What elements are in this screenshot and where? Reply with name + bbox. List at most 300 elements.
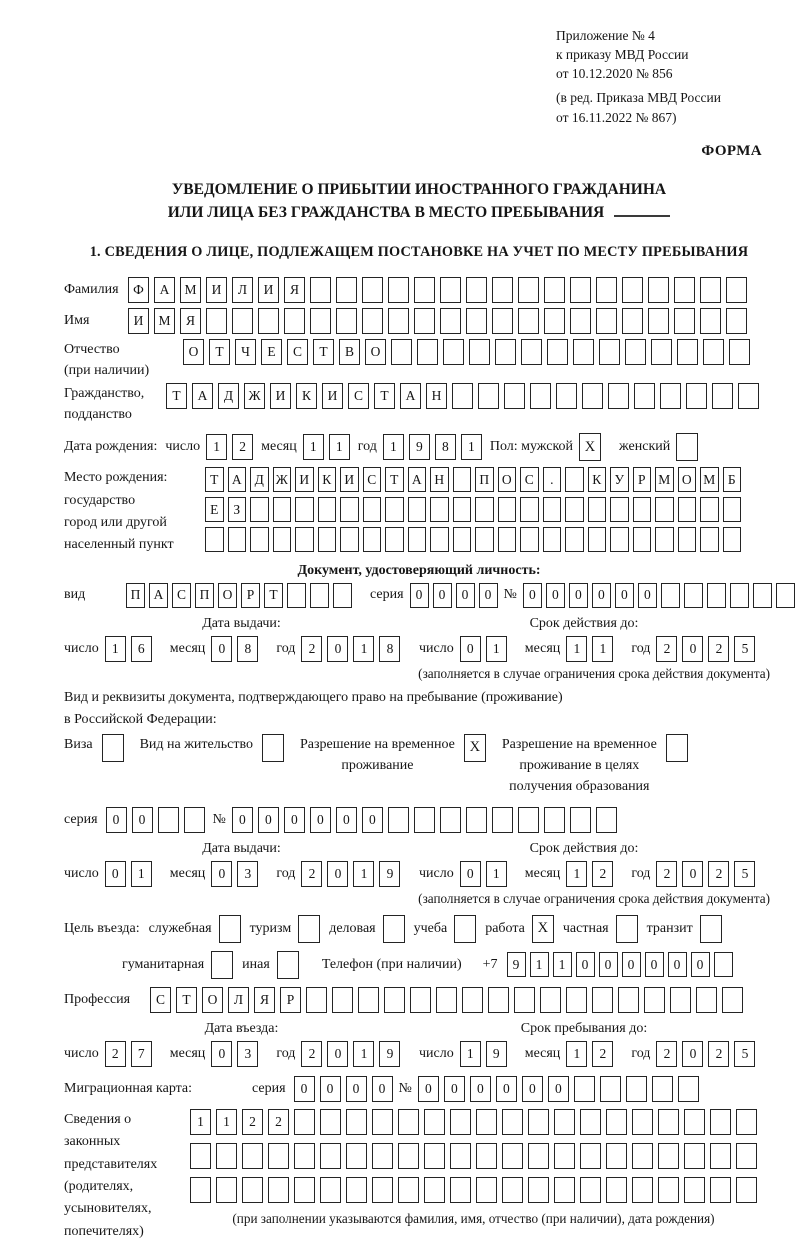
char-cell[interactable]: 1 <box>131 861 152 887</box>
char-cell[interactable] <box>700 915 722 943</box>
char-cell[interactable]: А <box>408 467 427 492</box>
char-cell[interactable] <box>670 987 691 1013</box>
char-cell[interactable]: С <box>363 467 382 492</box>
char-cell[interactable]: Т <box>313 339 334 365</box>
char-cell[interactable] <box>677 339 698 365</box>
char-cell[interactable] <box>776 583 795 608</box>
char-cell[interactable]: М <box>180 277 201 303</box>
char-cell[interactable] <box>440 277 461 303</box>
char-cell[interactable]: Д <box>250 467 269 492</box>
char-cell[interactable] <box>700 308 721 334</box>
char-cell[interactable] <box>190 1143 211 1169</box>
char-cell[interactable]: К <box>318 467 337 492</box>
char-cell[interactable] <box>684 1143 705 1169</box>
char-cell[interactable]: 8 <box>237 636 258 662</box>
char-cell[interactable] <box>414 277 435 303</box>
char-cell[interactable] <box>658 1143 679 1169</box>
char-cell[interactable]: 9 <box>409 434 430 460</box>
char-cell[interactable] <box>544 308 565 334</box>
char-cell[interactable]: 2 <box>656 1041 677 1067</box>
char-cell[interactable] <box>651 339 672 365</box>
char-cell[interactable] <box>424 1177 445 1203</box>
char-cell[interactable] <box>498 527 517 552</box>
char-cell[interactable]: 1 <box>206 434 227 460</box>
char-cell[interactable] <box>554 1143 575 1169</box>
char-cell[interactable] <box>502 1143 523 1169</box>
char-cell[interactable] <box>295 527 314 552</box>
char-cell[interactable]: 8 <box>379 636 400 662</box>
char-cell[interactable]: 7 <box>131 1041 152 1067</box>
char-cell[interactable] <box>606 1143 627 1169</box>
char-cell[interactable]: А <box>192 383 213 409</box>
char-cell[interactable]: 0 <box>615 583 634 608</box>
char-cell[interactable]: С <box>348 383 369 409</box>
char-cell[interactable]: Р <box>280 987 301 1013</box>
char-cell[interactable] <box>211 951 233 979</box>
char-cell[interactable]: М <box>655 467 674 492</box>
char-cell[interactable] <box>753 583 772 608</box>
char-cell[interactable]: 2 <box>301 636 322 662</box>
char-cell[interactable]: 6 <box>131 636 152 662</box>
char-cell[interactable]: 0 <box>548 1076 569 1102</box>
char-cell[interactable]: И <box>270 383 291 409</box>
char-cell[interactable]: 2 <box>592 861 613 887</box>
char-cell[interactable] <box>273 527 292 552</box>
char-cell[interactable] <box>453 497 472 522</box>
char-cell[interactable] <box>520 527 539 552</box>
char-cell[interactable] <box>674 277 695 303</box>
char-cell[interactable]: 5 <box>734 636 755 662</box>
char-cell[interactable] <box>633 527 652 552</box>
char-cell[interactable]: Т <box>264 583 283 608</box>
char-cell[interactable] <box>158 807 179 833</box>
char-cell[interactable] <box>616 915 638 943</box>
char-cell[interactable]: М <box>700 467 719 492</box>
char-cell[interactable] <box>520 497 539 522</box>
char-cell[interactable]: 1 <box>486 636 507 662</box>
char-cell[interactable] <box>580 1109 601 1135</box>
char-cell[interactable] <box>488 987 509 1013</box>
char-cell[interactable]: 0 <box>668 952 687 977</box>
char-cell[interactable] <box>336 308 357 334</box>
char-cell[interactable]: 0 <box>645 952 664 977</box>
char-cell[interactable]: К <box>296 383 317 409</box>
char-cell[interactable] <box>363 497 382 522</box>
char-cell[interactable] <box>502 1109 523 1135</box>
char-cell[interactable] <box>466 807 487 833</box>
char-cell[interactable] <box>502 1177 523 1203</box>
char-cell[interactable] <box>475 497 494 522</box>
char-cell[interactable] <box>318 497 337 522</box>
char-cell[interactable] <box>554 1109 575 1135</box>
char-cell[interactable] <box>383 915 405 943</box>
char-cell[interactable] <box>391 339 412 365</box>
char-cell[interactable]: Н <box>426 383 447 409</box>
char-cell[interactable] <box>388 308 409 334</box>
char-cell[interactable] <box>362 277 383 303</box>
char-cell[interactable]: 1 <box>383 434 404 460</box>
char-cell[interactable]: О <box>218 583 237 608</box>
char-cell[interactable] <box>310 277 331 303</box>
char-cell[interactable]: 1 <box>105 636 126 662</box>
char-cell[interactable] <box>676 433 698 461</box>
char-cell[interactable]: 0 <box>232 807 253 833</box>
char-cell[interactable]: И <box>322 383 343 409</box>
char-cell[interactable] <box>414 308 435 334</box>
char-cell[interactable] <box>596 807 617 833</box>
char-cell[interactable]: 2 <box>301 861 322 887</box>
char-cell[interactable]: 1 <box>553 952 572 977</box>
char-cell[interactable]: 0 <box>691 952 710 977</box>
char-cell[interactable]: И <box>340 467 359 492</box>
char-cell[interactable] <box>544 807 565 833</box>
char-cell[interactable]: К <box>588 467 607 492</box>
char-cell[interactable] <box>658 1177 679 1203</box>
char-cell[interactable] <box>306 987 327 1013</box>
char-cell[interactable] <box>320 1109 341 1135</box>
char-cell[interactable] <box>320 1177 341 1203</box>
char-cell[interactable]: Т <box>176 987 197 1013</box>
char-cell[interactable]: 0 <box>327 861 348 887</box>
char-cell[interactable]: С <box>520 467 539 492</box>
char-cell[interactable]: Е <box>205 497 224 522</box>
char-cell[interactable] <box>295 497 314 522</box>
char-cell[interactable] <box>606 1109 627 1135</box>
char-cell[interactable]: С <box>172 583 191 608</box>
char-cell[interactable] <box>622 308 643 334</box>
char-cell[interactable]: Р <box>633 467 652 492</box>
char-cell[interactable] <box>478 383 499 409</box>
char-cell[interactable] <box>518 807 539 833</box>
char-cell[interactable] <box>588 497 607 522</box>
char-cell[interactable] <box>333 583 352 608</box>
char-cell[interactable]: О <box>678 467 697 492</box>
char-cell[interactable] <box>678 527 697 552</box>
char-cell[interactable] <box>582 383 603 409</box>
char-cell[interactable] <box>414 807 435 833</box>
char-cell[interactable]: 1 <box>592 636 613 662</box>
char-cell[interactable] <box>660 383 681 409</box>
char-cell[interactable]: 0 <box>327 1041 348 1067</box>
char-cell[interactable] <box>736 1143 757 1169</box>
char-cell[interactable] <box>556 383 577 409</box>
char-cell[interactable] <box>440 807 461 833</box>
char-cell[interactable] <box>469 339 490 365</box>
char-cell[interactable] <box>242 1177 263 1203</box>
char-cell[interactable] <box>726 308 747 334</box>
char-cell[interactable] <box>436 987 457 1013</box>
char-cell[interactable] <box>580 1143 601 1169</box>
char-cell[interactable] <box>648 277 669 303</box>
char-cell[interactable] <box>632 1143 653 1169</box>
char-cell[interactable] <box>294 1109 315 1135</box>
char-cell[interactable]: 0 <box>258 807 279 833</box>
char-cell[interactable] <box>495 339 516 365</box>
char-cell[interactable]: 0 <box>211 1041 232 1067</box>
char-cell[interactable] <box>453 467 472 492</box>
char-cell[interactable] <box>518 277 539 303</box>
char-cell[interactable]: Я <box>254 987 275 1013</box>
char-cell[interactable] <box>340 497 359 522</box>
char-cell[interactable]: 2 <box>268 1109 289 1135</box>
char-cell[interactable] <box>466 308 487 334</box>
char-cell[interactable] <box>372 1109 393 1135</box>
char-cell[interactable] <box>514 987 535 1013</box>
char-cell[interactable]: О <box>202 987 223 1013</box>
char-cell[interactable]: 1 <box>303 434 324 460</box>
char-cell[interactable] <box>298 915 320 943</box>
char-cell[interactable]: 1 <box>566 861 587 887</box>
char-cell[interactable]: X <box>579 433 601 461</box>
char-cell[interactable] <box>424 1109 445 1135</box>
char-cell[interactable] <box>462 987 483 1013</box>
char-cell[interactable]: Ж <box>273 467 292 492</box>
char-cell[interactable]: 2 <box>708 636 729 662</box>
char-cell[interactable]: О <box>365 339 386 365</box>
char-cell[interactable] <box>362 308 383 334</box>
char-cell[interactable] <box>430 527 449 552</box>
char-cell[interactable]: 1 <box>461 434 482 460</box>
char-cell[interactable]: 1 <box>566 636 587 662</box>
char-cell[interactable] <box>547 339 568 365</box>
char-cell[interactable] <box>543 527 562 552</box>
char-cell[interactable]: Н <box>430 467 449 492</box>
char-cell[interactable]: Т <box>205 467 224 492</box>
char-cell[interactable] <box>678 1076 699 1102</box>
char-cell[interactable] <box>696 987 717 1013</box>
char-cell[interactable]: М <box>154 308 175 334</box>
char-cell[interactable] <box>570 807 591 833</box>
char-cell[interactable]: З <box>228 497 247 522</box>
char-cell[interactable] <box>398 1109 419 1135</box>
char-cell[interactable] <box>268 1177 289 1203</box>
char-cell[interactable]: Т <box>166 383 187 409</box>
char-cell[interactable] <box>492 807 513 833</box>
char-cell[interactable] <box>648 308 669 334</box>
char-cell[interactable]: 0 <box>433 583 452 608</box>
char-cell[interactable] <box>599 339 620 365</box>
char-cell[interactable] <box>250 527 269 552</box>
char-cell[interactable]: С <box>287 339 308 365</box>
char-cell[interactable] <box>710 1143 731 1169</box>
char-cell[interactable]: И <box>206 277 227 303</box>
char-cell[interactable]: Р <box>241 583 260 608</box>
char-cell[interactable] <box>190 1177 211 1203</box>
char-cell[interactable]: 2 <box>656 861 677 887</box>
char-cell[interactable] <box>565 527 584 552</box>
char-cell[interactable]: 9 <box>379 1041 400 1067</box>
char-cell[interactable] <box>450 1143 471 1169</box>
char-cell[interactable] <box>596 308 617 334</box>
char-cell[interactable] <box>498 497 517 522</box>
char-cell[interactable] <box>618 987 639 1013</box>
char-cell[interactable] <box>346 1143 367 1169</box>
char-cell[interactable] <box>452 383 473 409</box>
char-cell[interactable] <box>388 277 409 303</box>
char-cell[interactable] <box>450 1177 471 1203</box>
char-cell[interactable] <box>600 1076 621 1102</box>
char-cell[interactable] <box>318 527 337 552</box>
char-cell[interactable] <box>610 527 629 552</box>
char-cell[interactable] <box>565 467 584 492</box>
char-cell[interactable] <box>686 383 707 409</box>
char-cell[interactable] <box>398 1177 419 1203</box>
char-cell[interactable]: X <box>464 734 486 762</box>
char-cell[interactable]: 2 <box>232 434 253 460</box>
char-cell[interactable] <box>723 527 742 552</box>
char-cell[interactable]: 0 <box>460 636 481 662</box>
char-cell[interactable]: А <box>154 277 175 303</box>
char-cell[interactable]: 0 <box>294 1076 315 1102</box>
char-cell[interactable] <box>277 951 299 979</box>
char-cell[interactable]: 1 <box>216 1109 237 1135</box>
char-cell[interactable] <box>580 1177 601 1203</box>
char-cell[interactable] <box>336 277 357 303</box>
char-cell[interactable] <box>658 1109 679 1135</box>
char-cell[interactable]: 0 <box>372 1076 393 1102</box>
char-cell[interactable] <box>570 308 591 334</box>
char-cell[interactable]: 0 <box>410 583 429 608</box>
char-cell[interactable] <box>184 807 205 833</box>
char-cell[interactable] <box>294 1143 315 1169</box>
char-cell[interactable]: 9 <box>379 861 400 887</box>
char-cell[interactable]: Д <box>218 383 239 409</box>
char-cell[interactable] <box>528 1177 549 1203</box>
char-cell[interactable] <box>554 1177 575 1203</box>
char-cell[interactable]: А <box>149 583 168 608</box>
char-cell[interactable] <box>310 308 331 334</box>
char-cell[interactable] <box>475 527 494 552</box>
char-cell[interactable] <box>644 987 665 1013</box>
char-cell[interactable] <box>703 339 724 365</box>
char-cell[interactable] <box>388 807 409 833</box>
char-cell[interactable]: 1 <box>486 861 507 887</box>
char-cell[interactable] <box>574 1076 595 1102</box>
char-cell[interactable]: 0 <box>105 861 126 887</box>
char-cell[interactable] <box>273 497 292 522</box>
char-cell[interactable] <box>655 497 674 522</box>
char-cell[interactable] <box>634 383 655 409</box>
char-cell[interactable] <box>443 339 464 365</box>
char-cell[interactable]: 0 <box>106 807 127 833</box>
char-cell[interactable]: 1 <box>460 1041 481 1067</box>
char-cell[interactable] <box>454 915 476 943</box>
char-cell[interactable] <box>504 383 525 409</box>
char-cell[interactable] <box>528 1143 549 1169</box>
char-cell[interactable]: 5 <box>734 861 755 887</box>
char-cell[interactable] <box>655 527 674 552</box>
char-cell[interactable] <box>410 987 431 1013</box>
char-cell[interactable] <box>678 497 697 522</box>
char-cell[interactable] <box>661 583 680 608</box>
char-cell[interactable] <box>205 527 224 552</box>
char-cell[interactable] <box>633 497 652 522</box>
char-cell[interactable]: Л <box>232 277 253 303</box>
char-cell[interactable]: 0 <box>496 1076 517 1102</box>
char-cell[interactable]: 0 <box>576 952 595 977</box>
char-cell[interactable] <box>258 308 279 334</box>
char-cell[interactable] <box>700 527 719 552</box>
char-cell[interactable]: Я <box>284 277 305 303</box>
char-cell[interactable] <box>216 1177 237 1203</box>
char-cell[interactable] <box>700 277 721 303</box>
char-cell[interactable] <box>626 1076 647 1102</box>
char-cell[interactable] <box>476 1143 497 1169</box>
char-cell[interactable]: 2 <box>592 1041 613 1067</box>
char-cell[interactable]: 0 <box>592 583 611 608</box>
char-cell[interactable]: 0 <box>682 636 703 662</box>
char-cell[interactable]: 0 <box>622 952 641 977</box>
char-cell[interactable] <box>346 1109 367 1135</box>
char-cell[interactable]: X <box>532 915 554 943</box>
char-cell[interactable]: О <box>183 339 204 365</box>
char-cell[interactable] <box>736 1177 757 1203</box>
char-cell[interactable] <box>492 277 513 303</box>
char-cell[interactable] <box>736 1109 757 1135</box>
char-cell[interactable] <box>712 383 733 409</box>
char-cell[interactable]: 3 <box>237 1041 258 1067</box>
char-cell[interactable]: 1 <box>353 1041 374 1067</box>
char-cell[interactable]: Т <box>374 383 395 409</box>
char-cell[interactable] <box>606 1177 627 1203</box>
char-cell[interactable] <box>294 1177 315 1203</box>
char-cell[interactable] <box>417 339 438 365</box>
char-cell[interactable] <box>573 339 594 365</box>
char-cell[interactable] <box>710 1177 731 1203</box>
char-cell[interactable] <box>466 277 487 303</box>
char-cell[interactable] <box>684 1177 705 1203</box>
char-cell[interactable] <box>440 308 461 334</box>
char-cell[interactable]: 0 <box>638 583 657 608</box>
char-cell[interactable]: И <box>258 277 279 303</box>
char-cell[interactable]: 0 <box>460 861 481 887</box>
char-cell[interactable]: 1 <box>353 861 374 887</box>
char-cell[interactable] <box>372 1143 393 1169</box>
char-cell[interactable]: 0 <box>211 861 232 887</box>
char-cell[interactable]: И <box>128 308 149 334</box>
char-cell[interactable] <box>242 1143 263 1169</box>
char-cell[interactable] <box>521 339 542 365</box>
char-cell[interactable]: 2 <box>301 1041 322 1067</box>
char-cell[interactable]: 0 <box>523 583 542 608</box>
char-cell[interactable]: 0 <box>682 1041 703 1067</box>
char-cell[interactable] <box>528 1109 549 1135</box>
char-cell[interactable] <box>622 277 643 303</box>
char-cell[interactable] <box>310 583 329 608</box>
char-cell[interactable] <box>206 308 227 334</box>
char-cell[interactable] <box>385 527 404 552</box>
char-cell[interactable] <box>666 734 688 762</box>
char-cell[interactable] <box>729 339 750 365</box>
char-cell[interactable] <box>540 987 561 1013</box>
char-cell[interactable] <box>346 1177 367 1203</box>
char-cell[interactable]: Ф <box>128 277 149 303</box>
char-cell[interactable]: 8 <box>435 434 456 460</box>
char-cell[interactable] <box>608 383 629 409</box>
char-cell[interactable] <box>707 583 726 608</box>
char-cell[interactable] <box>530 383 551 409</box>
char-cell[interactable]: 0 <box>569 583 588 608</box>
char-cell[interactable] <box>700 497 719 522</box>
char-cell[interactable] <box>592 987 613 1013</box>
char-cell[interactable] <box>408 497 427 522</box>
char-cell[interactable]: 2 <box>708 861 729 887</box>
char-cell[interactable]: 0 <box>327 636 348 662</box>
char-cell[interactable]: А <box>400 383 421 409</box>
char-cell[interactable]: С <box>150 987 171 1013</box>
char-cell[interactable]: П <box>475 467 494 492</box>
char-cell[interactable]: 9 <box>486 1041 507 1067</box>
